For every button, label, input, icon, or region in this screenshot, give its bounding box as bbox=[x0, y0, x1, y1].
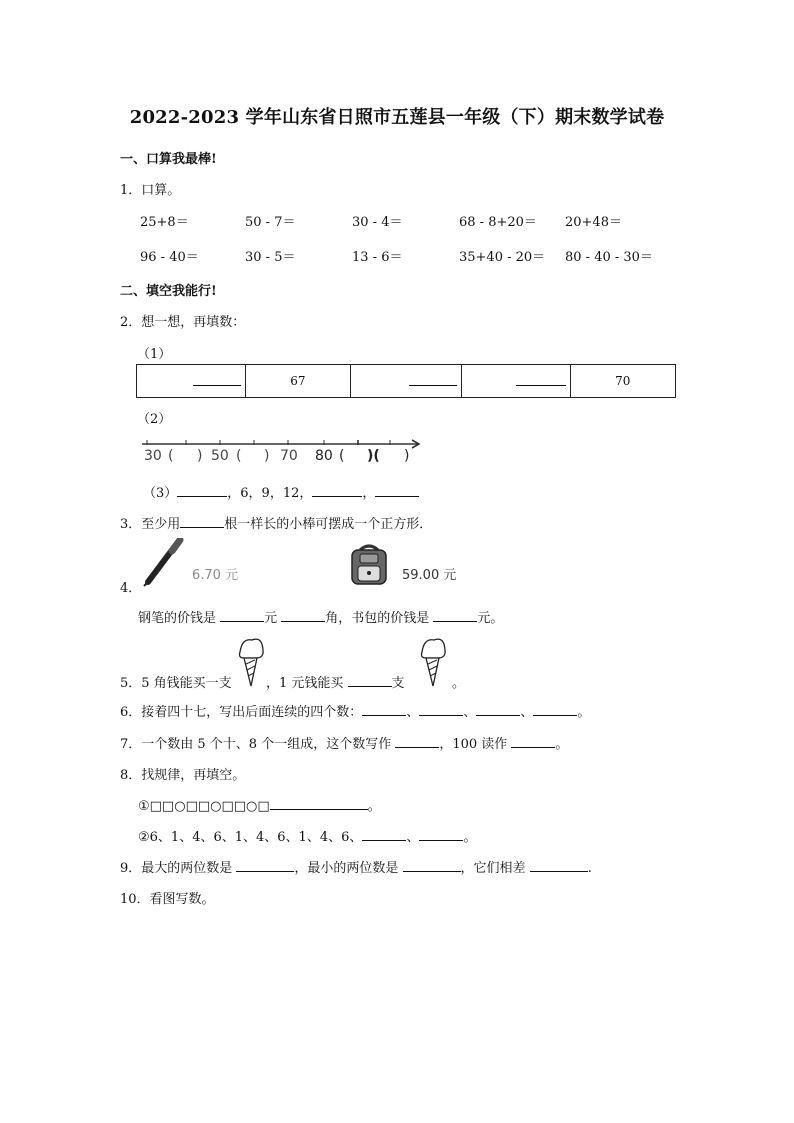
question-7: 7．一个数由 5 个十、8 个一组成，这个数写作 ，100 读作 。 bbox=[120, 737, 569, 752]
calc-item: 80 - 40 - 30＝ bbox=[565, 250, 653, 265]
table-cell: 70 bbox=[570, 365, 675, 398]
answer-blank[interactable] bbox=[180, 515, 224, 528]
answer-blank[interactable] bbox=[476, 703, 520, 716]
calc-item: 25+8＝ bbox=[140, 215, 189, 230]
pen-price: 6.70 元 bbox=[192, 568, 239, 583]
question-1-label: 1．口算。 bbox=[120, 183, 181, 198]
numline-label: ( bbox=[236, 448, 242, 464]
question-10-label: 10．看图写数。 bbox=[120, 892, 215, 907]
sub-part-2: （2） bbox=[137, 412, 172, 427]
question-4-number: 4． bbox=[120, 581, 142, 596]
question-9: 9．最大的两位数是 ，最小的两位数是 ，它们相差 . bbox=[120, 861, 592, 876]
question-8-line-2: ②6、1、4、6、1、4、6、1、4、6、 、 。 bbox=[138, 830, 477, 845]
numline-label: 30 bbox=[144, 448, 162, 464]
numline-label: 50 bbox=[211, 448, 229, 464]
numline-label: ) bbox=[404, 448, 410, 464]
calc-item: 96 - 40＝ bbox=[140, 250, 199, 265]
question-6: 6．接着四十七，写出后面连续的四个数： 、 、 、 。 bbox=[120, 705, 591, 720]
calc-item: 35+40 - 20＝ bbox=[459, 250, 546, 265]
question-8-label: 8．找规律，再填空。 bbox=[120, 768, 246, 783]
question-3: 3．至少用 根一样长的小棒可摆成一个正方形． bbox=[120, 517, 433, 532]
answer-blank[interactable] bbox=[419, 703, 463, 716]
calc-item: 20+48＝ bbox=[565, 215, 622, 230]
ice-cream-icon bbox=[236, 636, 266, 688]
numline-label: 70 bbox=[280, 448, 298, 464]
section-heading-1: 一、口算我最棒! bbox=[120, 152, 217, 167]
calc-item: 30 - 4＝ bbox=[352, 215, 403, 230]
answer-blank[interactable] bbox=[395, 735, 439, 748]
numline-label: 80 bbox=[315, 448, 333, 464]
question-4-text: 钢笔的价钱是 元 角，书包的价钱是 元。 bbox=[138, 611, 504, 626]
sub-part-1: （1） bbox=[137, 347, 172, 362]
answer-blank[interactable] bbox=[419, 828, 463, 841]
page-title: 2022-2023 学年山东省日照市五莲县一年级（下）期末数学试卷 bbox=[129, 107, 665, 128]
backpack-price: 59.00 元 bbox=[402, 568, 457, 583]
answer-blank[interactable] bbox=[403, 859, 461, 872]
table-cell: 67 bbox=[245, 365, 350, 398]
table-cell-blank[interactable] bbox=[461, 365, 570, 398]
answer-blank[interactable] bbox=[362, 828, 406, 841]
sub-part-3: （3） ，6，9，12， ， bbox=[143, 482, 419, 501]
answer-blank[interactable] bbox=[433, 609, 477, 622]
numline-label: ( bbox=[339, 448, 345, 464]
calc-item: 13 - 6＝ bbox=[352, 250, 403, 265]
calc-item: 68 - 8+20＝ bbox=[459, 215, 537, 230]
backpack-icon bbox=[346, 542, 392, 588]
pen-icon bbox=[140, 538, 186, 588]
question-5-a: 5．5 角钱能买一支 bbox=[120, 676, 232, 691]
answer-blank[interactable] bbox=[533, 703, 577, 716]
question-8-line-1: ①□□○□□○□□○□ 。 bbox=[138, 799, 381, 814]
answer-blank[interactable] bbox=[236, 859, 294, 872]
question-5-end: 。 bbox=[452, 676, 466, 691]
calc-item: 50 - 7＝ bbox=[245, 215, 296, 230]
answer-blank[interactable] bbox=[375, 484, 419, 497]
numline-label: ( bbox=[168, 448, 174, 464]
question-5-b: ，1 元钱能买 支 bbox=[266, 676, 405, 691]
calc-item: 30 - 5＝ bbox=[245, 250, 296, 265]
answer-blank[interactable] bbox=[362, 703, 406, 716]
answer-blank[interactable] bbox=[220, 609, 264, 622]
answer-blank[interactable] bbox=[312, 484, 362, 497]
ice-cream-icon bbox=[418, 636, 448, 688]
answer-blank[interactable] bbox=[270, 797, 368, 810]
question-2-label: 2．想一想，再填数： bbox=[120, 315, 246, 330]
answer-blank[interactable] bbox=[530, 859, 588, 872]
numline-label: ) bbox=[197, 448, 203, 464]
number-table bbox=[136, 364, 676, 398]
section-heading-2: 二、填空我能行! bbox=[120, 284, 217, 299]
table-cell-blank[interactable] bbox=[137, 365, 246, 398]
table-cell-blank[interactable] bbox=[351, 365, 462, 398]
answer-blank[interactable] bbox=[348, 674, 392, 687]
answer-blank[interactable] bbox=[511, 735, 555, 748]
numline-label: ) bbox=[264, 448, 270, 464]
answer-blank[interactable] bbox=[281, 609, 325, 622]
answer-blank[interactable] bbox=[177, 484, 227, 497]
numline-label: )( bbox=[367, 448, 380, 464]
